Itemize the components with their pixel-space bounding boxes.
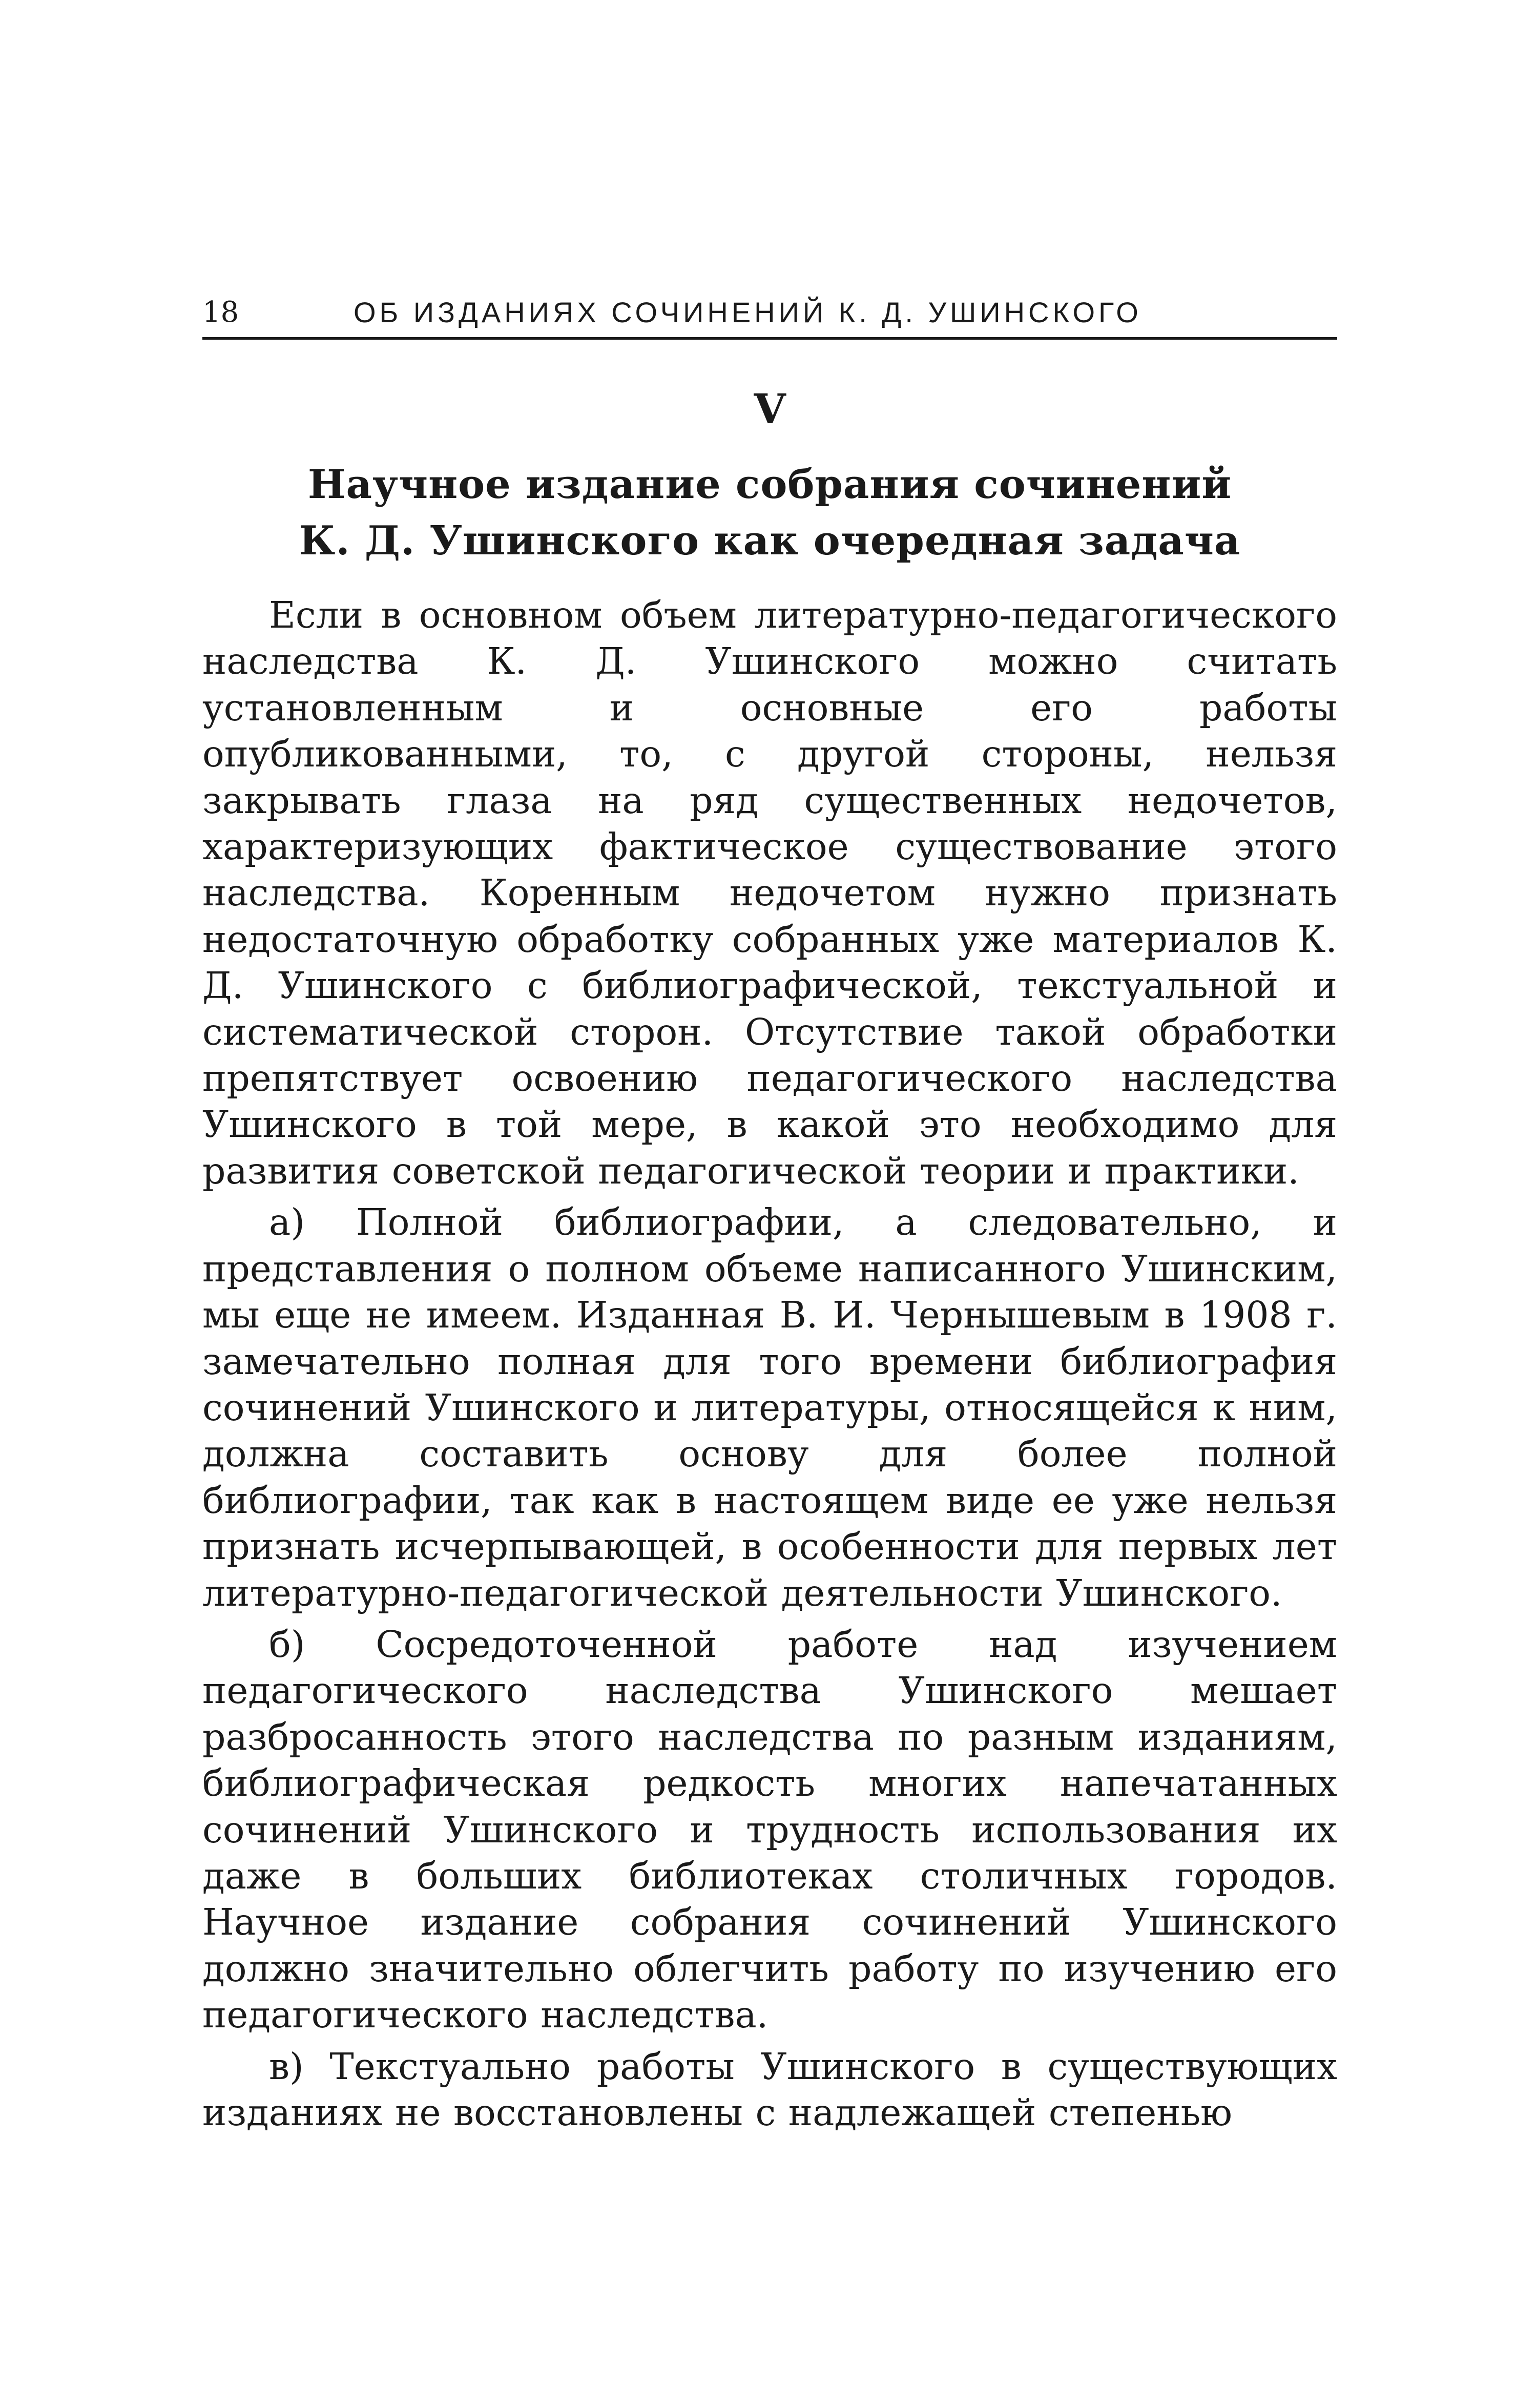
paragraph-c: в) Текстуально работы Ушинского в существующих изданиях не восстановлены с надлежащей степенью [202,2045,1337,2134]
paragraph-b: б) Сосредоточенной работе над изучением педагогического наследства Ушинского мешает разбросанность этого наследства по разным изданиям, библиографическая редкость многих напечатанных сочинений Ушинского и трудность использования их даже в больших библиотеках столичных городов. Научное издание собрания сочинений Ушинского должно значительно облегчить работу по изучению его педагогического наследства. [202,1623,1337,2037]
paragraph-intro: Если в основном объем литературно-педагогического наследства К. Д. Ушинского можно считать установленным и основные его работы опубликованными, то, с другой стороны, нельзя закрывать глаза на ряд существенных недочетов, характеризующих фактическое существование этого наследства. Коренным недочетом нужно признать недостаточную обработку собранных уже материалов К. Д. Ушинского с библиографической, текстуальной и систематической сторон. Отсутствие такой обработки препятствует освоению педагогического наследства Ушинского в той мере, в какой это необходимо для развития советской педагогической теории и практики. [202,594,1337,1192]
running-header [202,292,1337,333]
body-text [202,592,1337,2136]
section-title-line: К. Д. Ушинского как очередная задача [299,517,1241,564]
section-title-line: Научное издание собрания сочинений [307,461,1232,508]
page-number: 18 [202,296,239,329]
section-number: V [754,385,786,433]
book-page [202,292,1337,2136]
running-title: ОБ ИЗДАНИЯХ СОЧИНЕНИЙ К. Д. УШИНСКОГО [354,296,1142,328]
paragraph-a: а) Полной библиографии, а следовательно, и представления о полном объеме написанного Ушинским, мы еще не имеем. Изданная В. И. Чернышевым в 1908 г. замечательно полная для того времени библиография сочинений Ушинского и литературы, относящейся к ним, должна составить основу для более полной библиографии, так как в настоящем виде ее уже нельзя признать исчерпывающей, в особенности для первых лет литературно-педагогической деятельности Ушинского. [202,1201,1337,1614]
section-title [202,456,1337,569]
header-rule [202,337,1337,340]
